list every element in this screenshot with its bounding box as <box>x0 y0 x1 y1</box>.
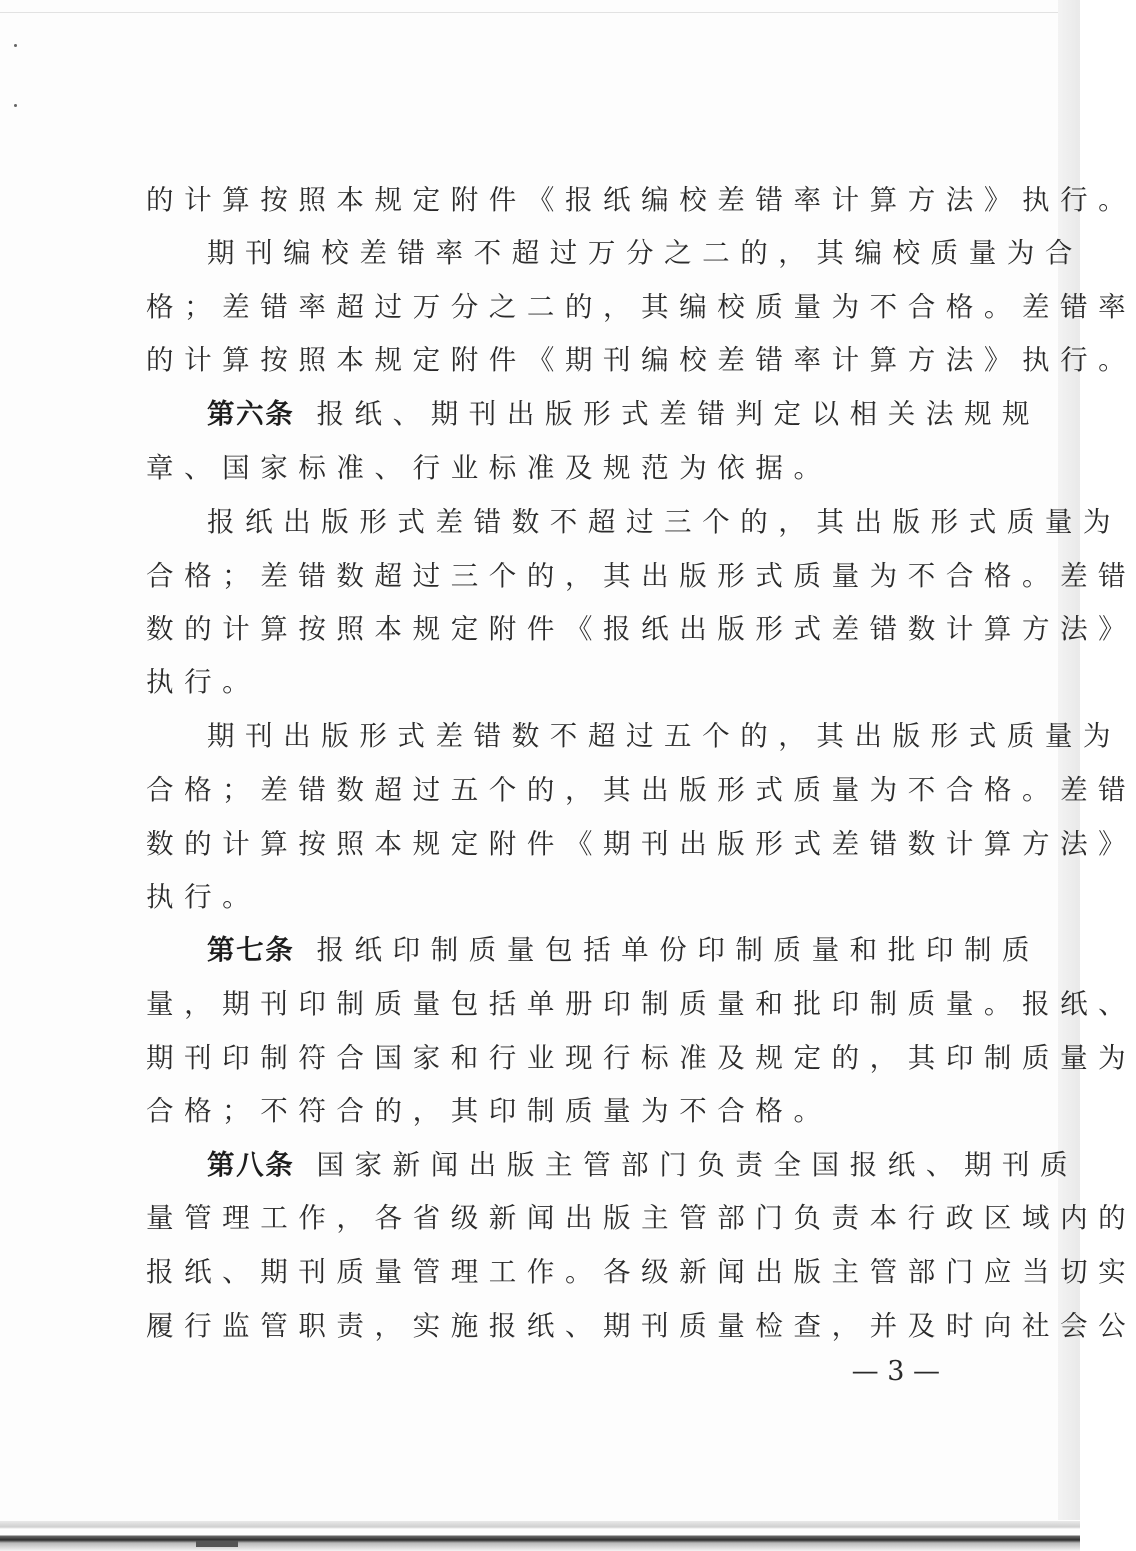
article-heading: 第八条 <box>207 1149 295 1181</box>
body-line: 第七条 报纸印制质量包括单份印制质量和批印制质 <box>207 934 1041 966</box>
body-line: 期刊印制符合国家和行业现行标准及规定的，其印制质量为 <box>146 1042 1136 1074</box>
body-line: 报纸、期刊质量管理工作。各级新闻出版主管部门应当切实 <box>146 1256 1136 1288</box>
scan-top-edge <box>0 12 1060 13</box>
article-heading: 第七条 <box>207 934 295 966</box>
article-heading: 第六条 <box>207 398 295 430</box>
body-line: 的计算按照本规定附件《报纸编校差错率计算方法》执行。 <box>146 184 1136 216</box>
body-line: 量管理工作，各省级新闻出版主管部门负责本行政区域内的 <box>146 1202 1136 1234</box>
body-line: 第六条 报纸、期刊出版形式差错判定以相关法规规 <box>207 398 1041 430</box>
scan-next-page-fragment <box>196 1541 238 1547</box>
body-line: 格；差错率超过万分之二的，其编校质量为不合格。差错率 <box>146 291 1136 323</box>
scan-right-edge <box>1058 0 1080 1520</box>
body-line: 数的计算按照本规定附件《报纸出版形式差错数计算方法》 <box>146 613 1136 645</box>
body-line: 的计算按照本规定附件《期刊编校差错率计算方法》执行。 <box>146 344 1136 376</box>
body-line: 期刊编校差错率不超过万分之二的，其编校质量为合 <box>207 237 1084 269</box>
body-line: 合格；不符合的，其印制质量为不合格。 <box>146 1095 832 1127</box>
body-line: 章、国家标准、行业标准及规范为依据。 <box>146 452 832 484</box>
body-line: 执行。 <box>146 881 261 913</box>
body-line: 期刊出版形式差错数不超过五个的，其出版形式质量为 <box>207 720 1122 752</box>
body-line: 数的计算按照本规定附件《期刊出版形式差错数计算方法》 <box>146 828 1136 860</box>
body-line: 合格；差错数超过三个的，其出版形式质量为不合格。差错 <box>146 560 1136 592</box>
body-line: 第八条 国家新闻出版主管部门负责全国报纸、期刊质 <box>207 1149 1079 1181</box>
scan-bottom-edge <box>0 1521 1080 1551</box>
page-number: — 3 — <box>851 1356 940 1387</box>
body-line: 履行监管职责，实施报纸、期刊质量检查，并及时向社会公 <box>146 1310 1136 1342</box>
body-line: 合格；差错数超过五个的，其出版形式质量为不合格。差错 <box>146 774 1136 806</box>
body-line: 报纸出版形式差错数不超过三个的，其出版形式质量为 <box>207 506 1122 538</box>
scan-speck <box>14 104 17 107</box>
body-line: 量，期刊印制质量包括单册印制质量和批印制质量。报纸、 <box>146 988 1136 1020</box>
scan-speck <box>14 44 17 47</box>
body-line: 执行。 <box>146 666 261 698</box>
